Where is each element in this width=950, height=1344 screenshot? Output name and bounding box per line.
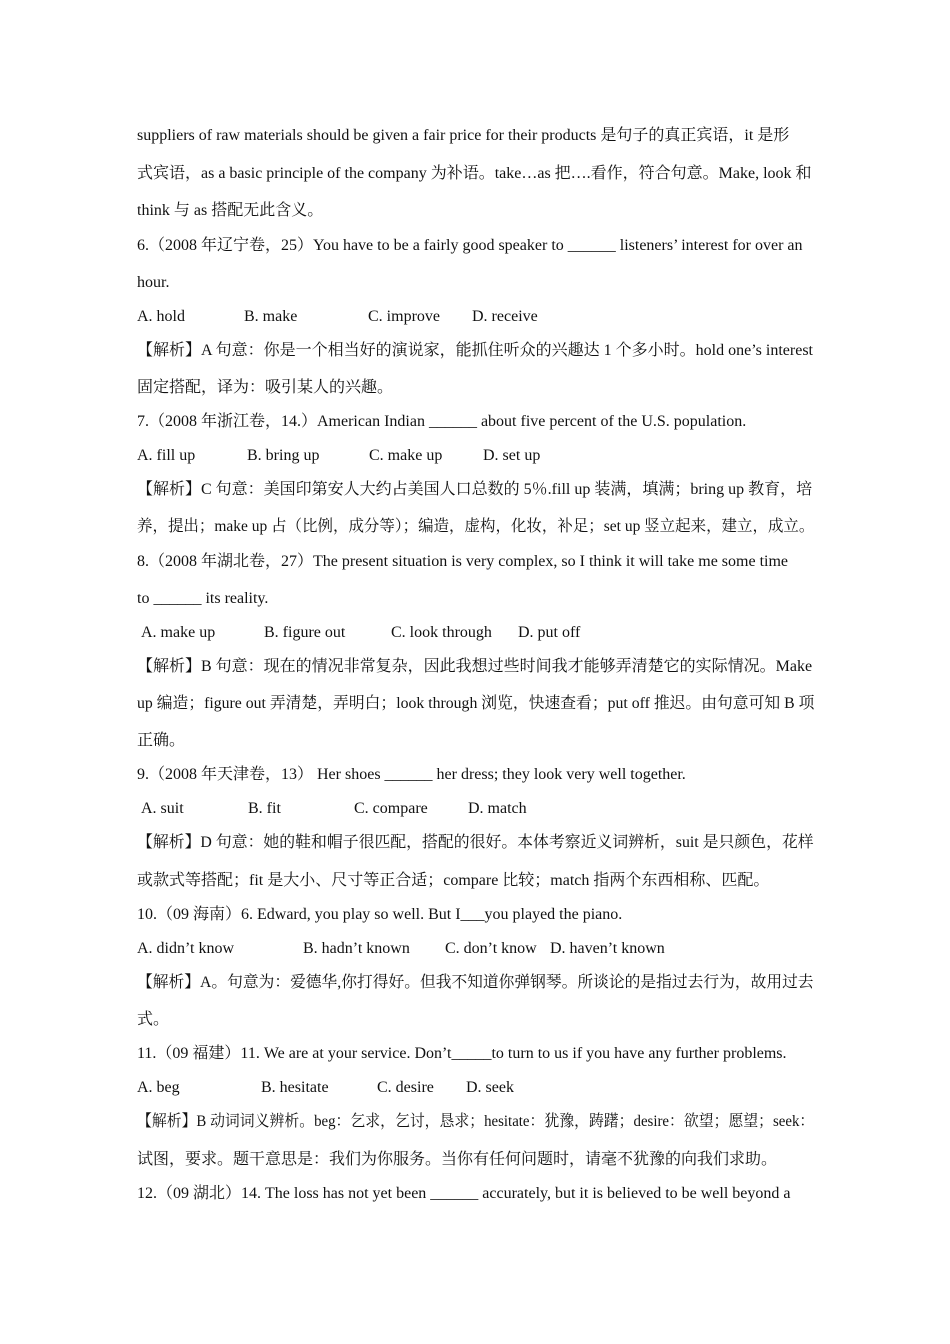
question-8-option-b: B. figure out <box>264 624 346 641</box>
question-6-stem-cont: hour. <box>137 274 170 291</box>
question-8-option-c: C. look through <box>391 624 492 641</box>
explanation-line: 式宾语，as a basic principle of the company 为补语。take…as 把….看作，符合句意。Make, look 和 <box>137 165 812 182</box>
question-8-analysis: 【解析】B 句意：现在的情况非常复杂，因此我想过些时间我才能够弄清楚它的实际情况。Make <box>137 658 813 675</box>
question-8-stem-cont: to ______ its reality. <box>137 590 269 607</box>
question-9-analysis: 【解析】D 句意：她的鞋和帽子很匹配，搭配的很好。本体考察近义词辨析，suit 是只颜色，花样 <box>137 834 814 851</box>
question-11-option-d: D. seek <box>466 1079 514 1096</box>
question-6-analysis-cont: 固定搭配，译为：吸引某人的兴趣。 <box>137 379 394 396</box>
question-6-option-a: A. hold <box>137 308 185 325</box>
question-10-stem: 10.（09 海南）6. Edward, you play so well. But I___you played the piano. <box>137 906 623 923</box>
question-6-option-c: C. improve <box>368 308 440 325</box>
question-7-option-d: D. set up <box>483 447 541 464</box>
explanation-line: suppliers of raw materials should be given a fair price for their products 是句子的真正宾语，it 是形 <box>137 127 790 144</box>
question-9-option-c: C. compare <box>354 800 428 817</box>
question-10-analysis-cont: 式。 <box>137 1011 170 1028</box>
question-6-option-b: B. make <box>244 308 298 325</box>
question-9-analysis-cont: 或款式等搭配；fit 是大小、尺寸等正合适；compare 比较；match 指两个东西相称、匹配。 <box>137 872 770 889</box>
question-7-option-b: B. bring up <box>247 447 320 464</box>
question-10-option-b: B. hadn’t known <box>303 940 410 957</box>
question-10-analysis: 【解析】A。句意为：爱德华,你打得好。但我不知道你弹钢琴。所谈论的是指过去行为，故用过去 <box>137 974 814 991</box>
question-12-stem: 12.（09 湖北）14. The loss has not yet been ______ accurately, but it is believed to be well beyond a <box>137 1185 791 1202</box>
question-8-option-a: A. make up <box>141 624 216 641</box>
question-7-analysis: 【解析】C 句意：美国印第安人大约占美国人口总数的 5％.fill up 装满，填满；bring up 教育，培 <box>137 481 813 498</box>
question-11-analysis-cont: 试图，要求。题干意思是：我们为你服务。当你有任何问题时，请毫不犹豫的向我们求助。 <box>137 1151 778 1168</box>
question-6-option-d: D. receive <box>472 308 538 325</box>
question-11-analysis: 【解析】B 动词词义辨析。beg：乞求，乞讨，恳求；hesitate：犹豫，踌躇；desire：欲望；愿望；seek： <box>137 1113 815 1130</box>
question-11-option-b: B. hesitate <box>261 1079 329 1096</box>
question-11-stem: 11.（09 福建）11. We are at your service. Don’t_____to turn to us if you have any further problems. <box>137 1045 787 1062</box>
question-8-option-d: D. put off <box>518 624 581 641</box>
question-7-analysis-cont: 养，提出；make up 占（比例，成分等）；编造，虚构，化妆，补足；set up 竖立起来，建立，成立。 <box>137 518 815 535</box>
question-9-option-a: A. suit <box>141 800 184 817</box>
explanation-line: think 与 as 搭配无此含义。 <box>137 202 324 219</box>
question-9-stem: 9.（2008 年天津卷，13） Her shoes ______ her dress; they look very well together. <box>137 766 686 783</box>
question-6-analysis: 【解析】A 句意：你是一个相当好的演说家，能抓住听众的兴趣达 1 个多小时。hold one’s interest <box>137 342 813 359</box>
question-8-analysis-end: 正确。 <box>137 732 186 749</box>
question-8-analysis-cont: up 编造；figure out 弄清楚，弄明白；look through 浏览，快速查看；put off 推迟。由句意可知 B 项 <box>137 695 815 712</box>
question-10-option-a: A. didn’t know <box>137 940 235 957</box>
question-10-option-d: D. haven’t known <box>550 940 665 957</box>
question-8-stem: 8.（2008 年湖北卷，27）The present situation is very complex, so I think it will take me some time <box>137 553 789 570</box>
question-7-stem: 7.（2008 年浙江卷，14.）American Indian ______ about five percent of the U.S. population. <box>137 413 747 430</box>
question-7-option-a: A. fill up <box>137 447 196 464</box>
question-7-option-c: C. make up <box>369 447 443 464</box>
question-10-option-c: C. don’t know <box>445 940 537 957</box>
question-6-stem: 6.（2008 年辽宁卷，25）You have to be a fairly good speaker to ______ listeners’ interest for over an <box>137 237 803 254</box>
question-11-option-c: C. desire <box>377 1079 434 1096</box>
question-11-option-a: A. beg <box>137 1079 180 1096</box>
question-9-option-d: D. match <box>468 800 527 817</box>
question-9-option-b: B. fit <box>248 800 281 817</box>
